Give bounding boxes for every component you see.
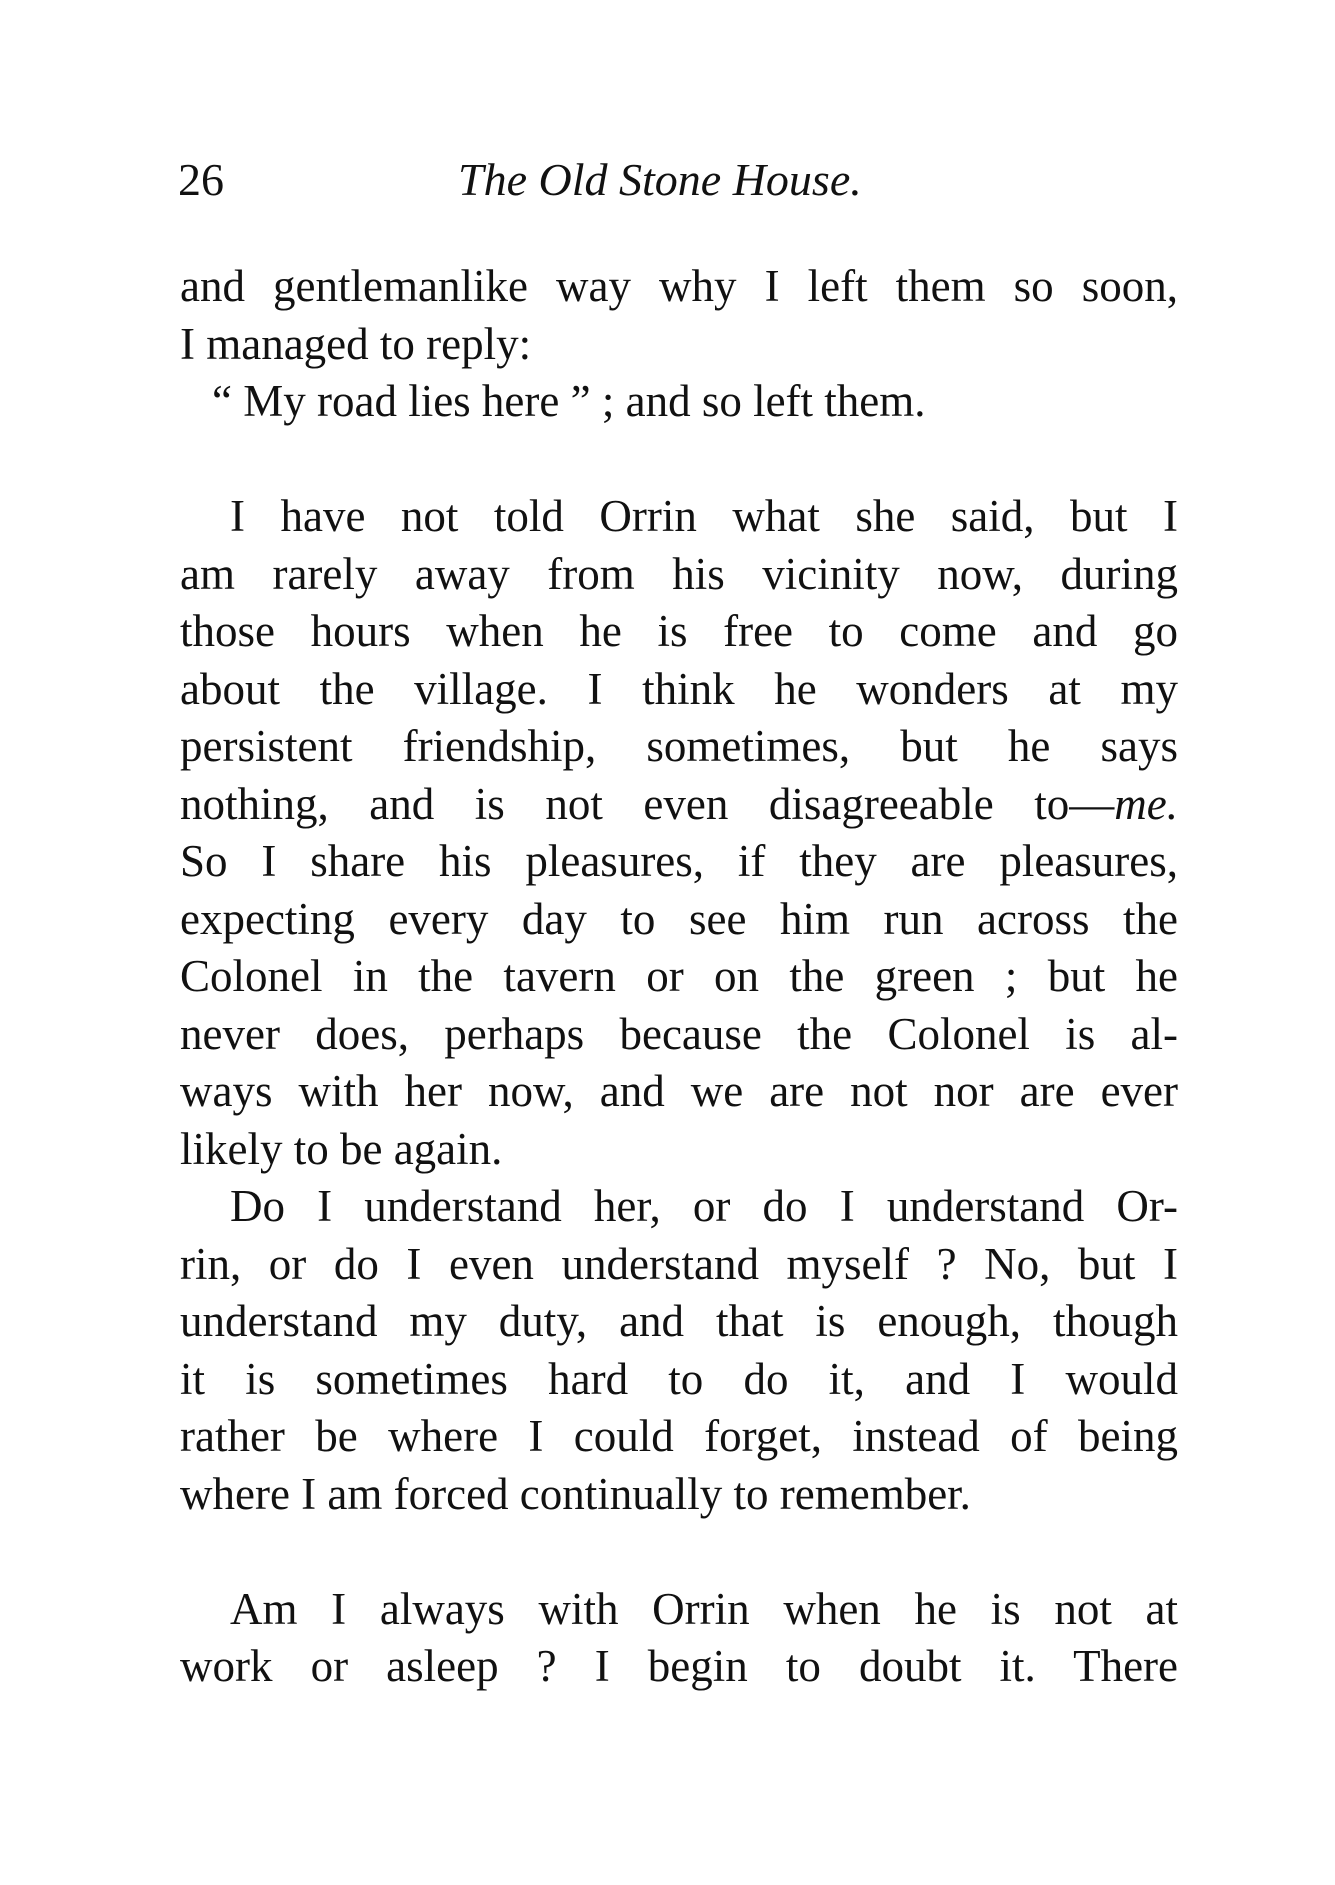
text-line: about the village. I think he wonders at my: [180, 663, 1178, 714]
text-line: where I am forced continually to remember.: [180, 1468, 971, 1519]
text-line: never does, perhaps because the Colonel is al-: [180, 1008, 1178, 1059]
text-line: I have not told Orrin what she said, but I: [230, 491, 1178, 541]
page-number: 26: [178, 154, 224, 205]
text-line: am rarely away from his vicinity now, during: [180, 548, 1178, 599]
text-line: Do I understand her, or do I understand Or-: [230, 1181, 1178, 1231]
text-line-with-emphasis: [180, 776, 1178, 834]
text-line: and gentlemanlike way why I left them so soon,: [180, 261, 1178, 311]
text-line: understand my duty, and that is enough, though: [180, 1296, 1178, 1346]
text-line: it is sometimes hard to do it, and I would: [180, 1353, 1178, 1404]
text-line: expecting every day to see him run across the: [180, 893, 1178, 944]
text-line: work or asleep ? I begin to doubt it. There: [180, 1641, 1178, 1691]
emphasized-word: me.: [1114, 778, 1178, 829]
section-break: [180, 1523, 1178, 1581]
text-line: “ My road lies here ” ; and so left them.: [212, 376, 926, 426]
text-line: those hours when he is free to come and go: [180, 606, 1178, 656]
text-line: Am I always with Orrin when he is not at: [230, 1583, 1178, 1634]
text-line-part: nothing, and is not even disagreeable to—: [180, 778, 1115, 829]
page-header: [178, 150, 1178, 210]
text-line: rin, or do I even understand myself ? No, but I: [180, 1238, 1178, 1289]
text-line: likely to be again.: [180, 1123, 503, 1174]
section-break: [180, 431, 1178, 489]
page-body: [180, 258, 1178, 1696]
text-line: So I share his pleasures, if they are pleasures,: [180, 836, 1178, 886]
text-line: Colonel in the tavern or on the green ; but he: [180, 951, 1178, 1001]
text-line: I managed to reply:: [180, 318, 532, 369]
text-line: persistent friendship, sometimes, but he says: [180, 721, 1178, 771]
text-line: ways with her now, and we are not nor are ever: [180, 1066, 1178, 1116]
text-line: rather be where I could forget, instead of being: [180, 1411, 1178, 1461]
running-title: The Old Stone House.: [458, 154, 862, 205]
